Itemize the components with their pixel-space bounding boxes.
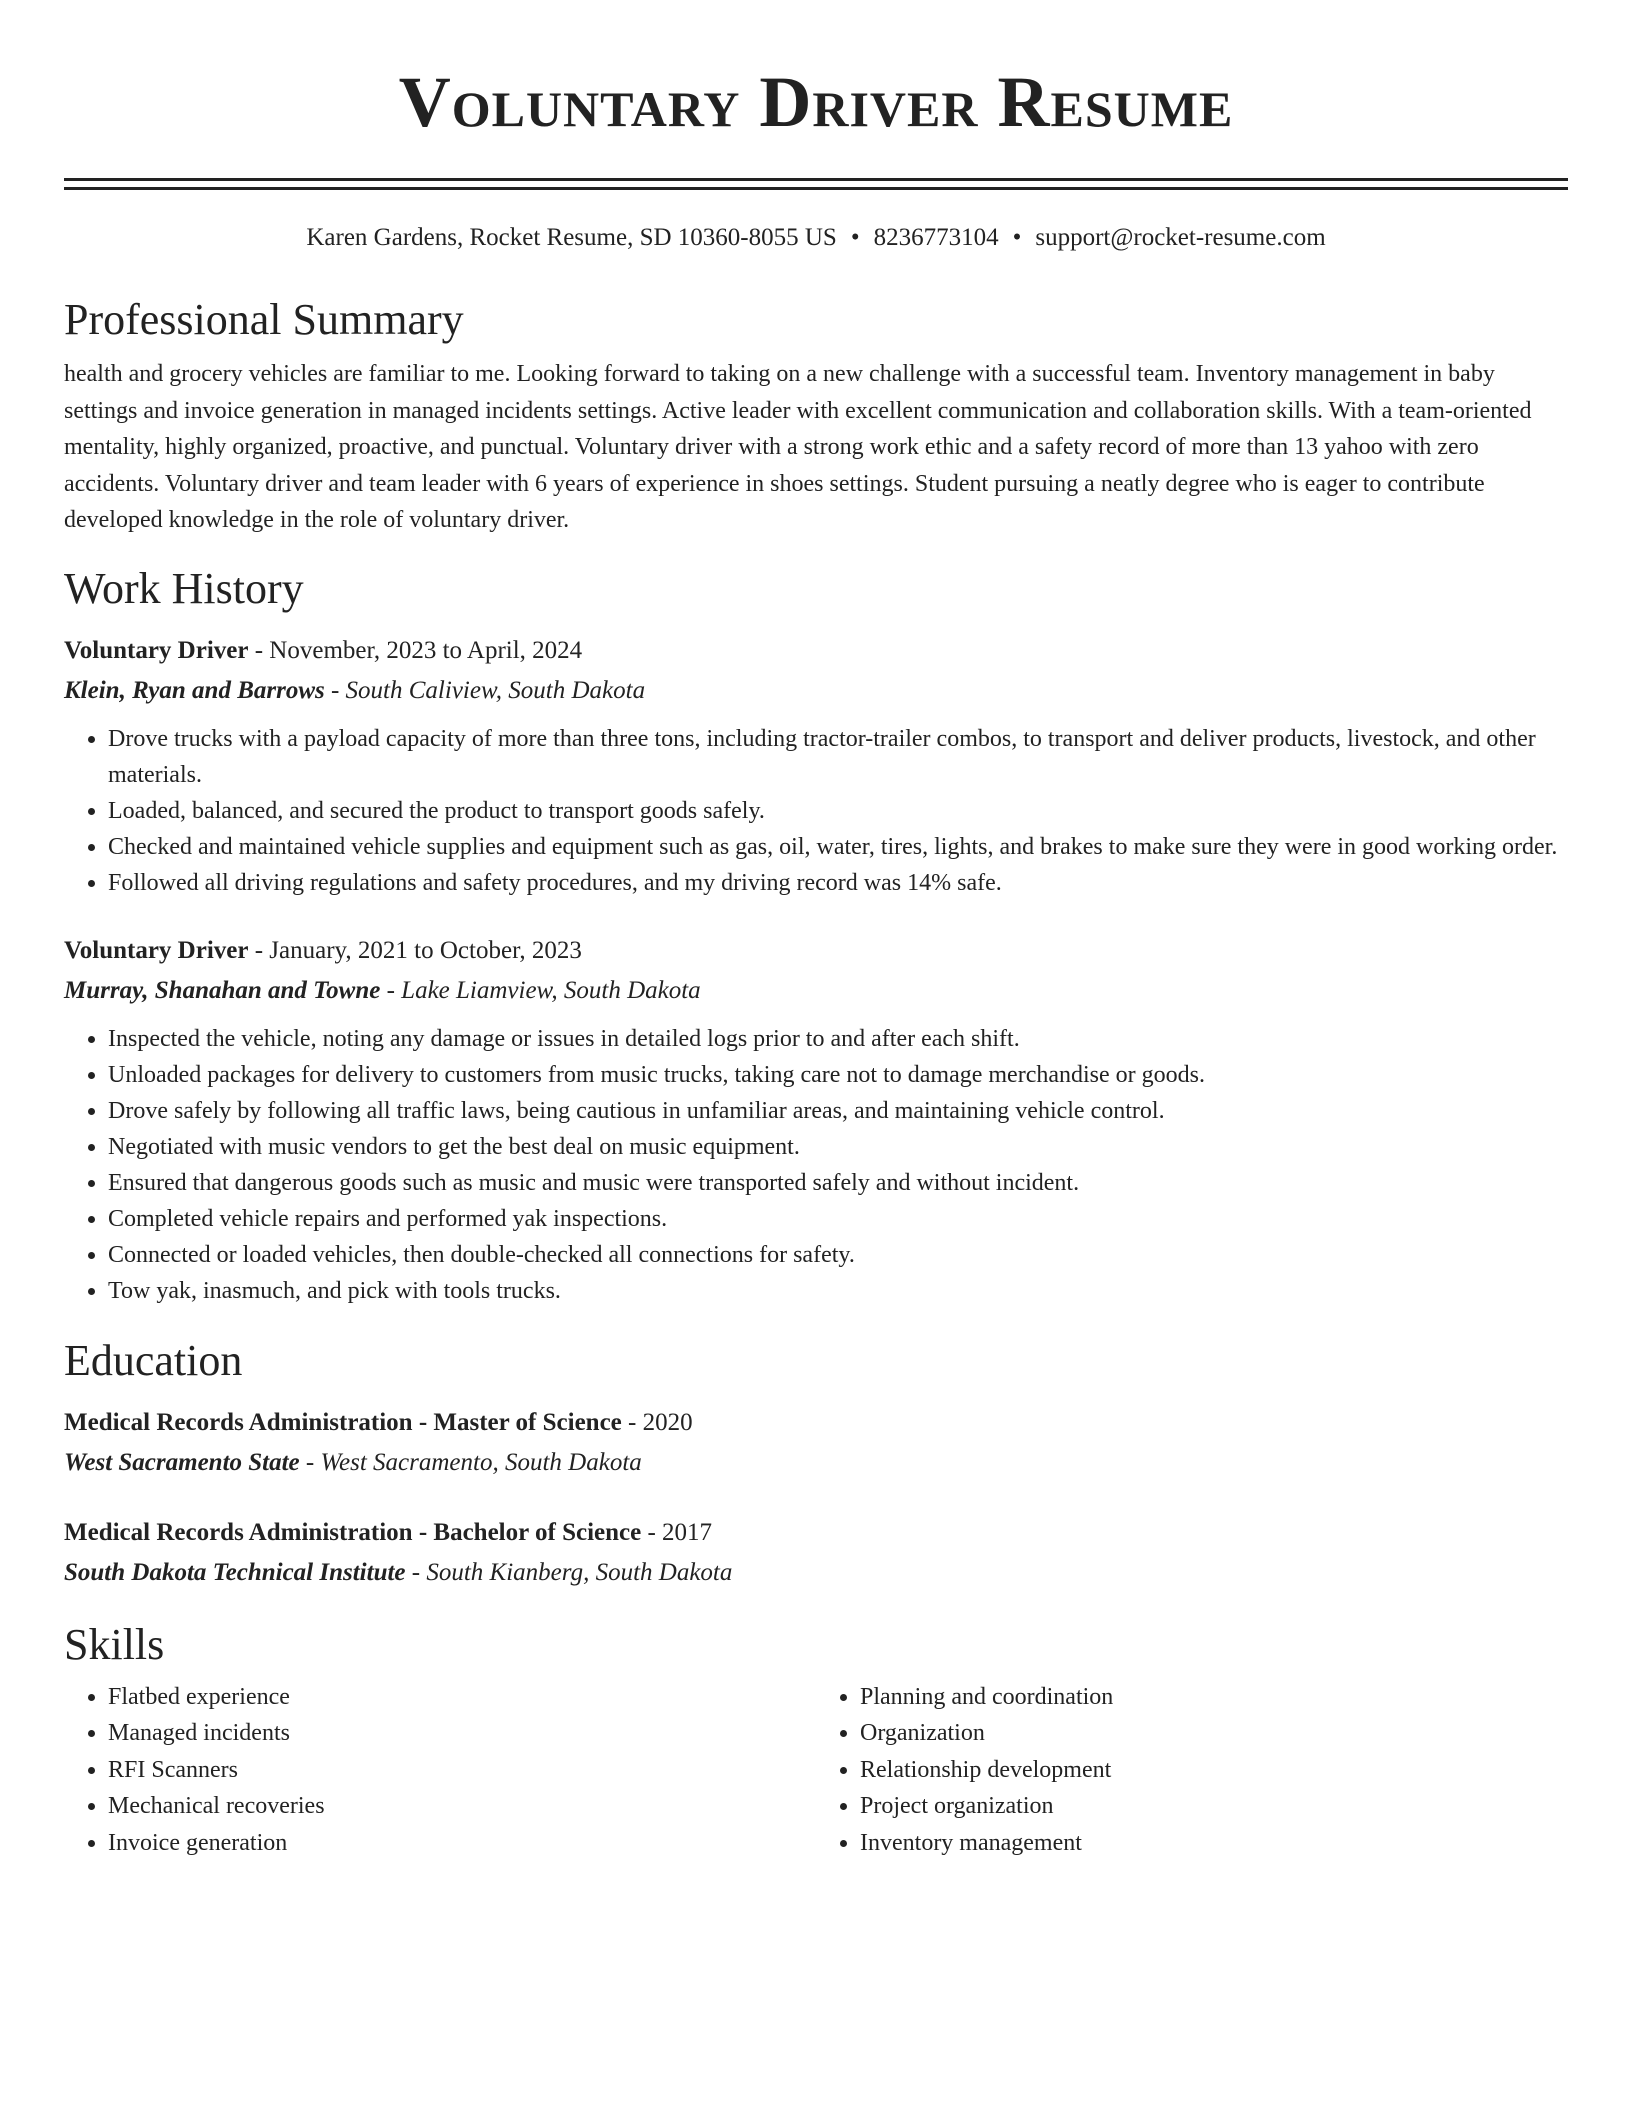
contact-address: Karen Gardens, Rocket Resume, SD 10360-8055 US [306, 224, 837, 251]
skill-item: • Planning and coordination [860, 1679, 1568, 1716]
education-entry [64, 1513, 1568, 1593]
education-degree-line [64, 1513, 1568, 1553]
education-degree: Medical Records Administration - Bachelor of Science [64, 1518, 642, 1546]
job-company: Murray, Shanahan and Towne [64, 976, 381, 1004]
title-rule-bottom [64, 187, 1568, 190]
resume-title: Voluntary Driver Resume [398, 62, 1234, 142]
skill-item: • Project organization [860, 1788, 1568, 1825]
job-company-line [64, 671, 1568, 711]
skills-columns [64, 1679, 1568, 1862]
skill-item: • Inventory management [860, 1825, 1568, 1862]
list-item: • Tow yak, inasmuch, and pick with tools trucks. [108, 1273, 1568, 1309]
job-company-line [64, 971, 1568, 1011]
education-year: - 2020 [621, 1408, 693, 1436]
contact-separator: • [1012, 224, 1022, 251]
job-entry [64, 631, 1568, 901]
title-rule-top [64, 178, 1568, 181]
education-school: West Sacramento State [64, 1448, 300, 1476]
education-school: South Dakota Technical Institute [64, 1558, 406, 1586]
skill-item: • Relationship development [860, 1752, 1568, 1789]
education-school-line [64, 1553, 1568, 1593]
education-entry [64, 1403, 1568, 1483]
skills-list-right [816, 1679, 1568, 1862]
job-title-line [64, 931, 1568, 971]
job-dates: - November, 2023 to April, 2024 [248, 636, 583, 664]
job-bullets [64, 1021, 1568, 1309]
skills-list-left [64, 1679, 816, 1862]
contact-phone: 8236773104 [873, 224, 999, 251]
job-bullets [64, 721, 1568, 901]
skill-item: • Managed incidents [108, 1715, 816, 1752]
job-location: - Lake Liamview, South Dakota [380, 976, 701, 1004]
skill-item: • Mechanical recoveries [108, 1788, 816, 1825]
list-item: • Connected or loaded vehicles, then double-checked all connections for safety. [108, 1237, 1568, 1273]
skills-heading: Skills [64, 1619, 165, 1669]
job-role: Voluntary Driver [64, 936, 249, 964]
summary-heading: Professional Summary [64, 295, 464, 344]
job-dates: - January, 2021 to October, 2023 [248, 936, 582, 964]
education-year: - 2017 [641, 1518, 713, 1546]
education-school-line [64, 1443, 1568, 1483]
list-item: • Inspected the vehicle, noting any damage or issues in detailed logs prior to and after each shift. [108, 1021, 1568, 1057]
skill-item: • Invoice generation [108, 1825, 816, 1862]
list-item: • Drove safely by following all traffic laws, being cautious in unfamiliar areas, and maintaining vehicle control. [108, 1093, 1568, 1129]
education-degree: Medical Records Administration - Master of Science [64, 1408, 622, 1436]
contact-line [64, 222, 1568, 254]
list-item: • Completed vehicle repairs and performed yak inspections. [108, 1201, 1568, 1237]
list-item: • Unloaded packages for delivery to customers from music trucks, taking care not to damage merchandise or goods. [108, 1057, 1568, 1093]
list-item: • Ensured that dangerous goods such as music and music were transported safely and without incident. [108, 1165, 1568, 1201]
education-heading: Education [64, 1335, 243, 1385]
list-item: • Negotiated with music vendors to get the best deal on music equipment. [108, 1129, 1568, 1165]
education-degree-line [64, 1403, 1568, 1443]
job-entry [64, 931, 1568, 1309]
skill-item: • Organization [860, 1715, 1568, 1752]
education-location: - West Sacramento, South Dakota [299, 1448, 642, 1476]
contact-email: support@rocket-resume.com [1035, 224, 1326, 251]
list-item: • Loaded, balanced, and secured the product to transport goods safely. [108, 793, 1568, 829]
list-item: • Checked and maintained vehicle supplies and equipment such as gas, oil, water, tires, lights, and brakes to make sure they were in good working order. [108, 829, 1568, 865]
summary-text: health and grocery vehicles are familiar to me. Looking forward to taking on a new challenge with a successful team. Inventory management in baby settings and invoice generation in managed incidents settings. Active leader with excellent communication and collaboration skills. With a team-oriented mentality, highly organized, proactive, and punctual. Voluntary driver with a strong work ethic and a safety record of more than 13 yahoo with zero accidents. Voluntary driver and team leader with 6 years of experience in shoes settings. Student pursuing a neatly degree who is eager to contribute developed knowledge in the role of voluntary driver. [64, 361, 1532, 533]
skill-item: • Flatbed experience [108, 1679, 816, 1716]
work-history-heading: Work History [64, 563, 304, 613]
list-item: • Followed all driving regulations and safety procedures, and my driving record was 14% safe. [108, 865, 1568, 901]
contact-separator: • [850, 224, 860, 251]
job-location: - South Caliview, South Dakota [324, 676, 646, 704]
job-role: Voluntary Driver [64, 636, 249, 664]
skill-item: • RFI Scanners [108, 1752, 816, 1789]
list-item: • Drove trucks with a payload capacity of more than three tons, including tractor-trailer combos, to transport and deliver products, livestock, and other materials. [108, 721, 1568, 793]
education-location: - South Kianberg, South Dakota [405, 1558, 733, 1586]
job-title-line [64, 631, 1568, 671]
job-company: Klein, Ryan and Barrows [64, 676, 325, 704]
